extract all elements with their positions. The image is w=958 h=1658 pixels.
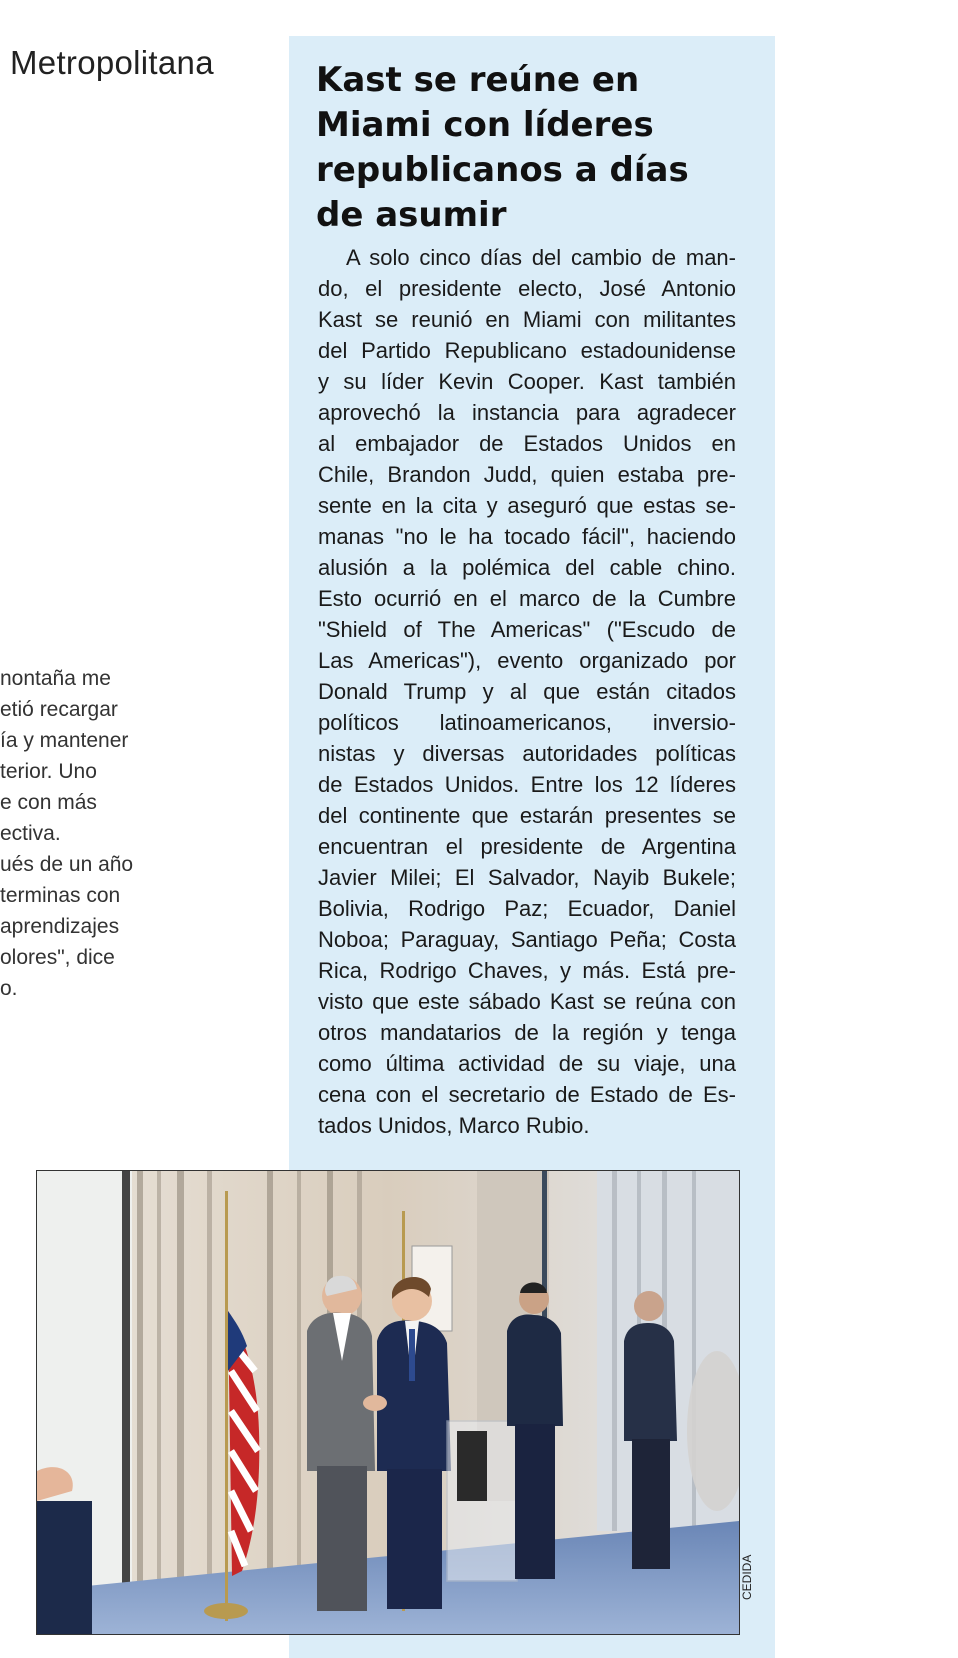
- body-line: Bolivia, Rodrigo Paz; Ecuador, Daniel: [318, 896, 736, 921]
- body-line: nistas y diversas autoridades políticas: [318, 741, 736, 766]
- headline-line: Kast se reúne en: [316, 60, 640, 100]
- body-line: Chile, Brandon Judd, quien estaba pre-: [318, 462, 736, 487]
- body-line: encuentran el presidente de Argentina: [318, 834, 736, 859]
- body-line: "Shield of The Americas" ("Escudo de: [318, 617, 736, 642]
- left-column-line: terior. Uno: [0, 760, 97, 783]
- left-column-line: olores", dice: [0, 946, 115, 969]
- body-line: otros mandatarios de la región y tenga: [318, 1020, 736, 1045]
- body-line: Noboa; Paraguay, Santiago Peña; Costa: [318, 927, 736, 952]
- left-column-line: ués de un año: [0, 853, 134, 876]
- left-column-line: o.: [0, 977, 18, 1000]
- left-column-text: [0, 663, 160, 1004]
- left-column-line: etió recargar: [0, 698, 118, 721]
- body-line: do, el presidente electo, José Antonio: [318, 276, 736, 301]
- left-column-line: aprendizajes: [0, 915, 120, 938]
- body-line: Rica, Rodrigo Chaves, y más. Está pre-: [318, 958, 736, 983]
- section-title: Metropolitana: [10, 44, 214, 81]
- body-line: al embajador de Estados Unidos en: [318, 431, 736, 456]
- body-line: del continente que estarán presentes se: [318, 803, 736, 828]
- body-line: Kast se reunió en Miami con militantes: [318, 307, 736, 332]
- body-line: Esto ocurrió en el marco de la Cumbre: [318, 586, 736, 611]
- article-photo: [36, 1170, 740, 1635]
- event-photo-illustration: [37, 1171, 739, 1634]
- photo-credit: CEDIDA: [740, 1554, 754, 1600]
- article-headline: [316, 58, 756, 238]
- left-column-line: e con más: [0, 791, 97, 814]
- body-line: manas "no le ha tocado fácil", haciendo: [318, 524, 736, 549]
- body-line: Javier Milei; El Salvador, Nayib Bukele;: [318, 865, 736, 890]
- left-column-line: ectiva.: [0, 822, 61, 845]
- body-line: tados Unidos, Marco Rubio.: [318, 1113, 590, 1138]
- body-line: A solo cinco días del cambio de man-: [346, 245, 736, 270]
- body-line: de Estados Unidos. Entre los 12 líderes: [318, 772, 736, 797]
- headline-line: de asumir: [316, 195, 507, 235]
- article-body: [318, 242, 736, 1141]
- body-line: alusión a la polémica del cable chino.: [318, 555, 736, 580]
- body-line: visto que este sábado Kast se reúna con: [318, 989, 736, 1014]
- left-column-line: ía y mantener: [0, 729, 129, 752]
- body-line: sente en la cita y aseguró que estas se-: [318, 493, 736, 518]
- body-line: políticos latinoamericanos, inversio-: [318, 710, 736, 735]
- left-column-line: nontaña me: [0, 667, 111, 690]
- headline-line: Miami con líderes: [316, 105, 654, 145]
- left-column-line: terminas con: [0, 884, 121, 907]
- body-line: aprovechó la instancia para agradecer: [318, 400, 736, 425]
- body-line: Donald Trump y al que están citados: [318, 679, 736, 704]
- headline-line: republicanos a días: [316, 150, 689, 190]
- body-line: y su líder Kevin Cooper. Kast también: [318, 369, 736, 394]
- body-line: como última actividad de su viaje, una: [318, 1051, 736, 1076]
- body-line: del Partido Republicano estadounidense: [318, 338, 736, 363]
- body-line: Las Americas"), evento organizado por: [318, 648, 736, 673]
- body-line: cena con el secretario de Estado de Es-: [318, 1082, 736, 1107]
